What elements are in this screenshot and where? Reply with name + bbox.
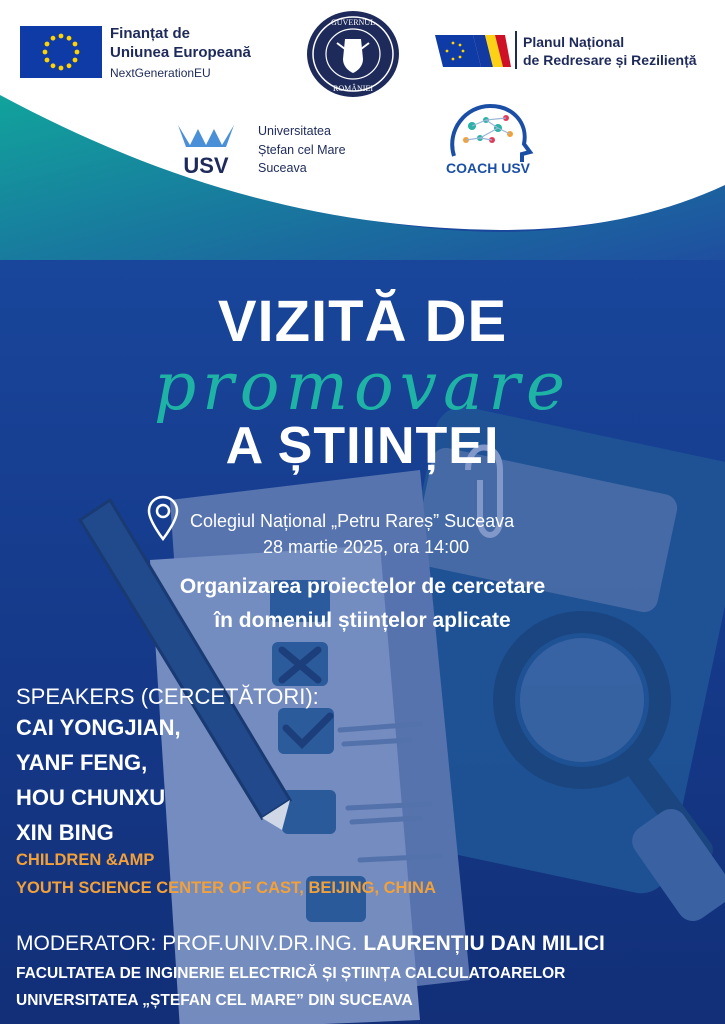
eu-flag-icon bbox=[20, 26, 102, 78]
usv-name-line2: Ștefan cel Mare bbox=[258, 143, 346, 157]
pnrr-line2: de Redresare și Reziliență bbox=[523, 52, 697, 68]
usv-name-line3: Suceava bbox=[258, 161, 307, 175]
title-line3: A ȘTIINȚEI bbox=[225, 417, 500, 475]
speakers-org-line1: CHILDREN &AMP bbox=[16, 851, 155, 869]
speaker-name: HOU CHUNXU bbox=[16, 785, 166, 810]
pnrr-separator bbox=[515, 31, 517, 69]
eu-funding-line2: Uniunea Europeană bbox=[110, 44, 251, 61]
pnrr-line1: Planul Național bbox=[523, 34, 625, 50]
seal-bottom-text: ROMÂNIEI bbox=[333, 84, 373, 93]
usv-mark-text: USV bbox=[183, 153, 229, 177]
eu-funding-line3: NextGenerationEU bbox=[110, 66, 211, 80]
event-location: Colegiul Național „Petru Rareș” Suceava bbox=[190, 511, 515, 531]
speaker-name: XIN BING bbox=[16, 820, 114, 845]
moderator-name: LAURENȚIU DAN MILICI bbox=[363, 932, 605, 955]
pnrr-flag-icon bbox=[435, 31, 511, 71]
event-datetime: 28 martie 2025, ora 14:00 bbox=[263, 537, 470, 557]
speakers-heading: SPEAKERS (CERCETĂTORI): bbox=[16, 684, 319, 709]
moderator-university: UNIVERSITATEA „ȘTEFAN CEL MARE” DIN SUCEAVA bbox=[16, 992, 413, 1009]
speaker-name: CAI YONGJIAN, bbox=[16, 715, 181, 740]
title-line1: VIZITĂ DE bbox=[217, 289, 508, 354]
speakers-org-line2: YOUTH SCIENCE CENTER OF CAST, BEIJING, CHINA bbox=[16, 879, 436, 897]
seal-top-text: GUVERNUL bbox=[331, 18, 375, 27]
topic-line1: Organizarea proiectelor de cercetare bbox=[179, 575, 546, 598]
moderator-label: MODERATOR: PROF.UNIV.DR.ING. bbox=[16, 932, 358, 955]
topic-line2: în domeniul științelor aplicate bbox=[214, 609, 511, 632]
coach-usv-text: COACH USV bbox=[445, 160, 530, 176]
title-script-line: promovare bbox=[153, 348, 572, 425]
moderator-line bbox=[16, 932, 605, 956]
speaker-name: YANF FENG, bbox=[16, 750, 148, 775]
usv-logo-icon bbox=[174, 121, 238, 177]
usv-name-line1: Universitatea bbox=[258, 124, 331, 138]
location-pin-icon bbox=[146, 495, 180, 541]
eu-funding-line1: Finanțat de bbox=[110, 25, 191, 42]
moderator-faculty: FACULTATEA DE INGINERIE ELECTRICĂ ȘI ȘTIINȚA CALCULATOARELOR bbox=[16, 965, 566, 982]
government-seal-icon bbox=[305, 9, 401, 99]
